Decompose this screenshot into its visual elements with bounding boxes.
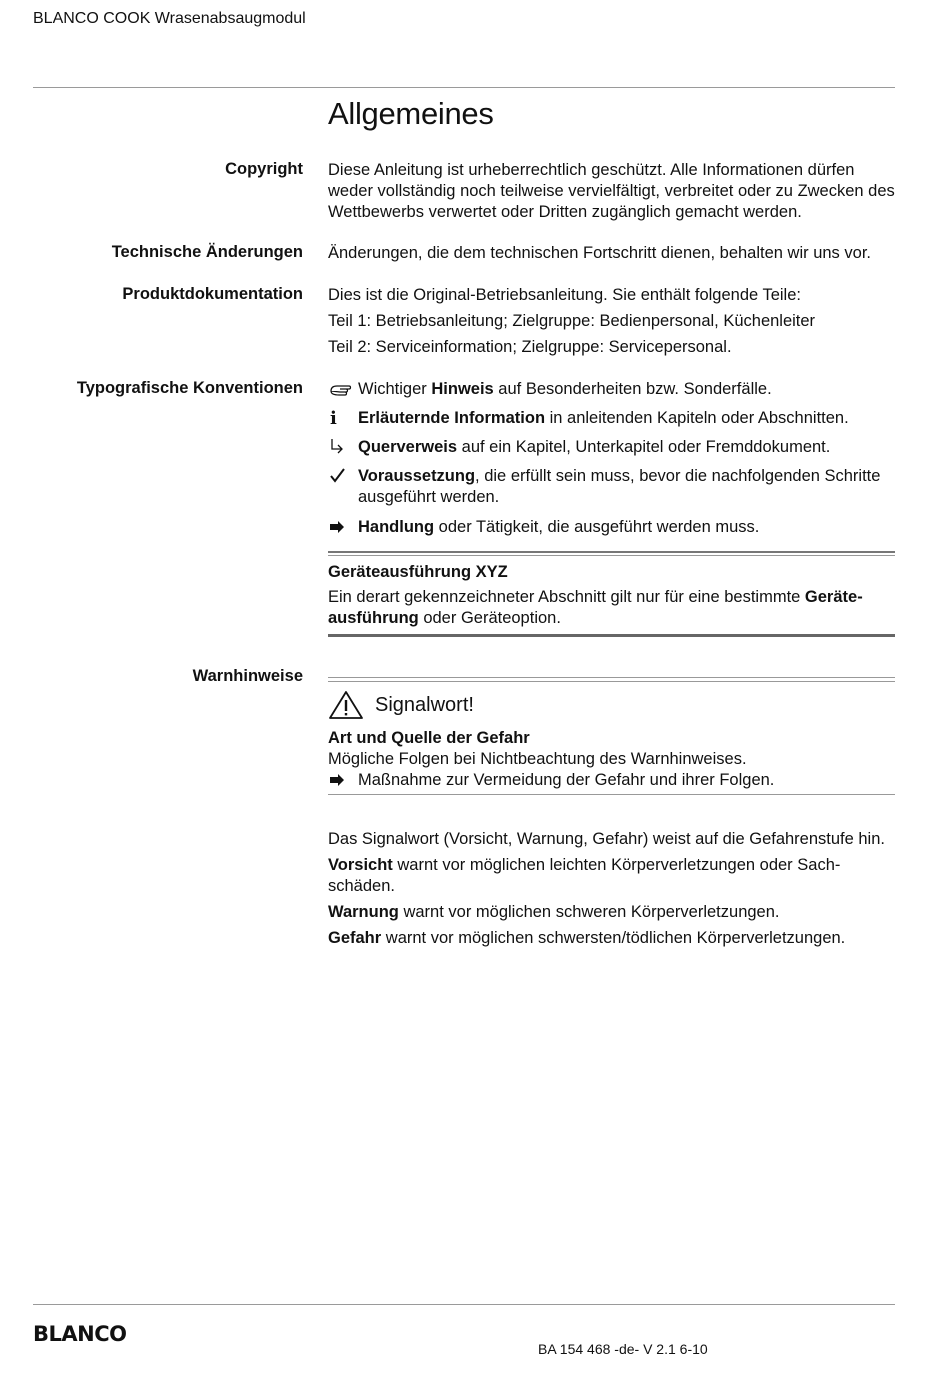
action-arrow-icon bbox=[328, 517, 354, 537]
level-word: Vorsicht bbox=[328, 856, 393, 874]
variant-box-title: Geräteausführung XYZ bbox=[328, 563, 508, 581]
convention-item-action bbox=[328, 517, 895, 538]
convention-item-reference bbox=[328, 437, 895, 458]
convention-item-prerequisite bbox=[328, 466, 895, 508]
level-gefahr bbox=[328, 928, 895, 949]
hint-post: auf Besonderheiten bzw. Sonderfälle. bbox=[493, 380, 772, 398]
cross-reference-icon bbox=[328, 437, 354, 457]
variant-box-post: oder Geräteoption. bbox=[418, 609, 561, 627]
variant-box-text bbox=[328, 587, 895, 629]
warning-box-rule-top bbox=[328, 677, 895, 678]
variant-box-rule-bottom bbox=[328, 634, 895, 637]
reference-post: auf ein Kapitel, Unterkapitel oder Fremddokument. bbox=[457, 438, 831, 456]
page-title: Allgemeines bbox=[328, 96, 494, 131]
copyright-text: Diese Anleitung ist urheberrechtlich geschützt. Alle Informationen dürfen weder vollständig noch teilweise vervielfältigt, verbreitet oder zu Zwecken des Wettbewerbs verwertet oder Dritten zugänglich gemacht werden. bbox=[328, 161, 895, 221]
documentation-line-1: Dies ist die Original-Betriebsanleitung. Sie enthält folgende Teile: bbox=[328, 286, 801, 304]
signal-word: Signalwort! bbox=[375, 694, 474, 716]
prerequisite-post: , die erfüllt sein muss, bevor die nachfolgenden Schritte ausgeführt werden. bbox=[358, 467, 881, 506]
level-text: warnt vor möglichen schwersten/tödlichen Körperverletzungen. bbox=[381, 929, 846, 947]
prerequisite-bold: Voraussetzung bbox=[358, 467, 476, 485]
documentation-line-2: Teil 1: Betriebsanleitung; Zielgruppe: Bedienpersonal, Küchenleiter bbox=[328, 312, 816, 330]
header-title: BLANCO COOK Wrasenabsaugmodul bbox=[33, 10, 306, 27]
level-text: warnt vor möglichen schweren Körperverletzungen. bbox=[398, 903, 780, 921]
warning-heading: Art und Quelle der Gefahr bbox=[328, 729, 530, 747]
hint-bold: Hinweis bbox=[431, 380, 494, 398]
pointing-hand-icon bbox=[328, 379, 354, 399]
convention-item-hint bbox=[328, 379, 895, 400]
action-bold: Handlung bbox=[358, 518, 435, 536]
footer-rule bbox=[33, 1304, 895, 1305]
documentation-label: Produktdokumentation bbox=[122, 285, 303, 303]
level-warnung bbox=[328, 902, 895, 923]
convention-item-info bbox=[328, 408, 895, 429]
warning-measure-item bbox=[328, 770, 895, 791]
level-word: Warnung bbox=[328, 903, 399, 921]
checkmark-icon bbox=[328, 466, 354, 486]
technical-changes-label: Technische Änderungen bbox=[111, 243, 303, 261]
variant-box-rule-top bbox=[328, 551, 895, 553]
header-rule bbox=[33, 87, 895, 88]
variant-box-rule-top-2 bbox=[328, 555, 895, 556]
copyright-label: Copyright bbox=[225, 160, 303, 178]
info-bold: Erläuternde Information bbox=[358, 409, 546, 427]
variant-box-pre: Ein derart gekennzeichneter Abschnitt gilt nur für eine bestimmte bbox=[328, 588, 805, 606]
signal-word-intro: Das Signalwort (Vorsicht, Warnung, Gefahr) weist auf die Gefahrenstufe hin. bbox=[328, 830, 885, 848]
action-arrow-icon bbox=[328, 770, 354, 790]
info-icon: i bbox=[330, 408, 337, 429]
document-number: BA 154 468 -de- V 2.1 6-10 bbox=[538, 1341, 708, 1357]
blanco-logo: BLANCO bbox=[33, 1322, 127, 1346]
warning-measure: Maßnahme zur Vermeidung der Gefahr und ihrer Folgen. bbox=[358, 771, 775, 789]
variant-box-bold: Geräte-ausführung bbox=[328, 588, 863, 627]
reference-bold: Querverweis bbox=[358, 438, 458, 456]
conventions-label: Typografische Konventionen bbox=[76, 379, 303, 397]
level-text: warnt vor möglichen leichten Körperverletzungen oder Sach-schäden. bbox=[328, 856, 841, 895]
warning-consequence: Mögliche Folgen bei Nichtbeachtung des Warnhinweises. bbox=[328, 750, 747, 768]
level-vorsicht bbox=[328, 855, 895, 897]
warning-box-rule-bottom bbox=[328, 794, 895, 795]
hint-pre: Wichtiger bbox=[358, 380, 432, 398]
info-post: in anleitenden Kapiteln oder Abschnitten. bbox=[545, 409, 849, 427]
warning-triangle-icon bbox=[328, 690, 364, 722]
technical-changes-text: Änderungen, die dem technischen Fortschritt dienen, behalten wir uns vor. bbox=[328, 244, 871, 262]
warning-box-rule-top-2 bbox=[328, 681, 895, 682]
level-word: Gefahr bbox=[328, 929, 382, 947]
warnings-label: Warnhinweise bbox=[192, 667, 303, 685]
action-post: oder Tätigkeit, die ausgeführt werden muss. bbox=[434, 518, 760, 536]
documentation-line-3: Teil 2: Serviceinformation; Zielgruppe: Servicepersonal. bbox=[328, 338, 732, 356]
